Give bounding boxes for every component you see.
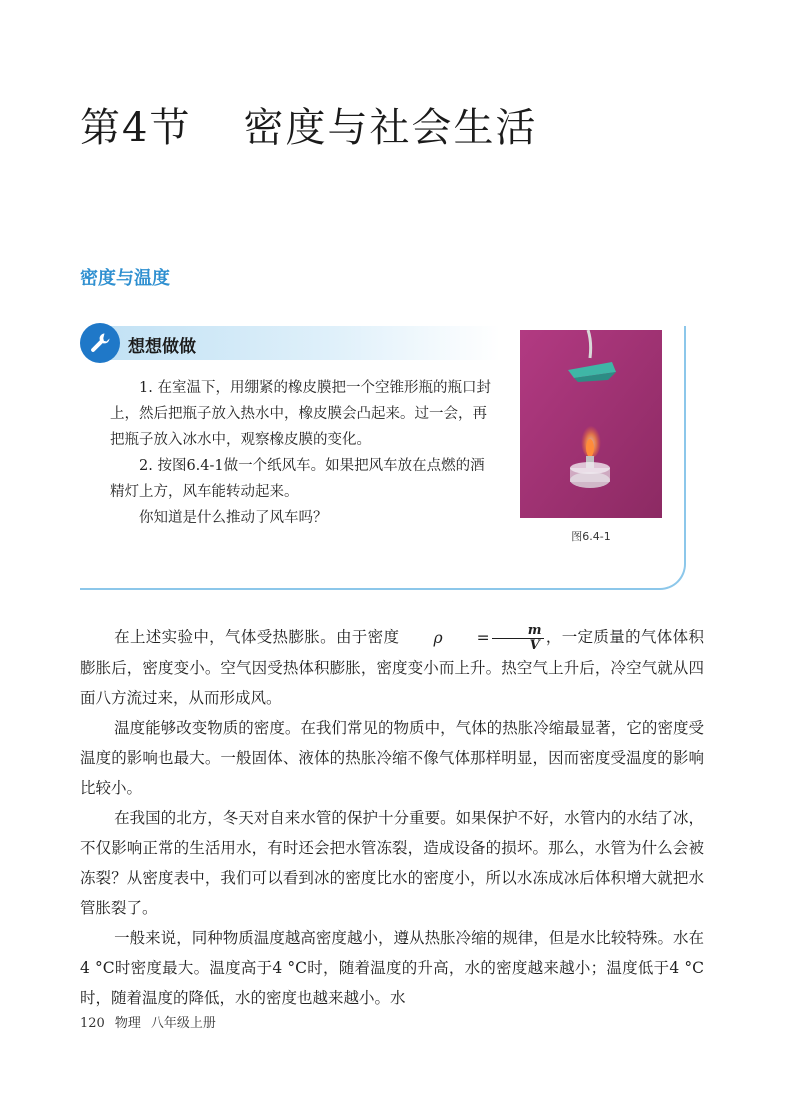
- chapter-title: [80, 96, 537, 153]
- body-paragraph-1: [80, 622, 704, 713]
- paragraph-1-rest: ，一定质量的气体体积膨胀后，密度变小。空气因受热体积膨胀，密度变小而上升。热空气上升后，冷空气就从四面八方流过来，从而形成风。: [80, 628, 704, 707]
- body-paragraph-2: 温度能够改变物质的密度。在我们常见的物质中，气体的热胀冷缩最显著，它的密度受温度的影响也最大。一般固体、液体的热胀冷缩不像气体那样明显，因而密度受温度的影响比较小。: [80, 719, 704, 797]
- figure-photo: [520, 330, 662, 518]
- page-footer: [80, 1012, 226, 1031]
- chapter-number: 第4节: [80, 105, 192, 151]
- chapter-name: 密度与社会生活: [243, 105, 538, 151]
- body-paragraph-4: 一般来说，同种物质温度越高密度越小，遵从热胀冷缩的规律，但是水比较特殊。水在4 °C时密度最大。温度高于4 °C时，随着温度的升高，水的密度越来越小；温度低于4 °C时，随着温度的降低，水的密度也越来越小。水: [80, 929, 704, 1007]
- footer-subject: 物理: [114, 1016, 141, 1031]
- section-heading: 密度与温度: [80, 268, 170, 289]
- formula-rho: ρ: [433, 629, 443, 647]
- body-text: [80, 622, 704, 1013]
- figure-caption: 图6.4-1: [571, 530, 611, 543]
- wrench-icon: [80, 323, 120, 363]
- formula-equals: =: [476, 629, 490, 647]
- paragraph-1-lead: 在上述实验中，气体受热膨胀。由于密度: [114, 628, 400, 646]
- activity-item-2: 2. 按图6.4-1做一个纸风车。如果把风车放在点燃的酒精灯上方，风车能转动起来。: [110, 458, 485, 500]
- density-formula: [399, 623, 545, 653]
- activity-text: [110, 375, 494, 531]
- activity-title: 想想做做: [128, 337, 196, 357]
- activity-question: 你知道是什么推动了风车吗？: [139, 510, 328, 526]
- page-number: 120: [80, 1016, 105, 1031]
- formula-fraction: [492, 624, 544, 653]
- footer-grade: 八年级上册: [150, 1016, 216, 1031]
- formula-denominator: V: [529, 637, 540, 653]
- body-paragraph-3: 在我国的北方，冬天对自来水管的保护十分重要。如果保护不好，水管内的水结了冰，不仅影响正常的生活用水，有时还会把水管冻裂，造成设备的损坏。那么，水管为什么会被冻裂？从密度表中，我们可以看到冰的密度比水的密度小，所以水冻成冰后体积增大就把水管胀裂了。: [80, 809, 704, 917]
- formula-numerator: m: [492, 624, 544, 639]
- activity-item-1: 1. 在室温下，用绷紧的橡皮膜把一个空锥形瓶的瓶口封上，然后把瓶子放入热水中，橡皮膜会凸起来。过一会，再把瓶子放入冰水中，观察橡皮膜的变化。: [110, 380, 491, 448]
